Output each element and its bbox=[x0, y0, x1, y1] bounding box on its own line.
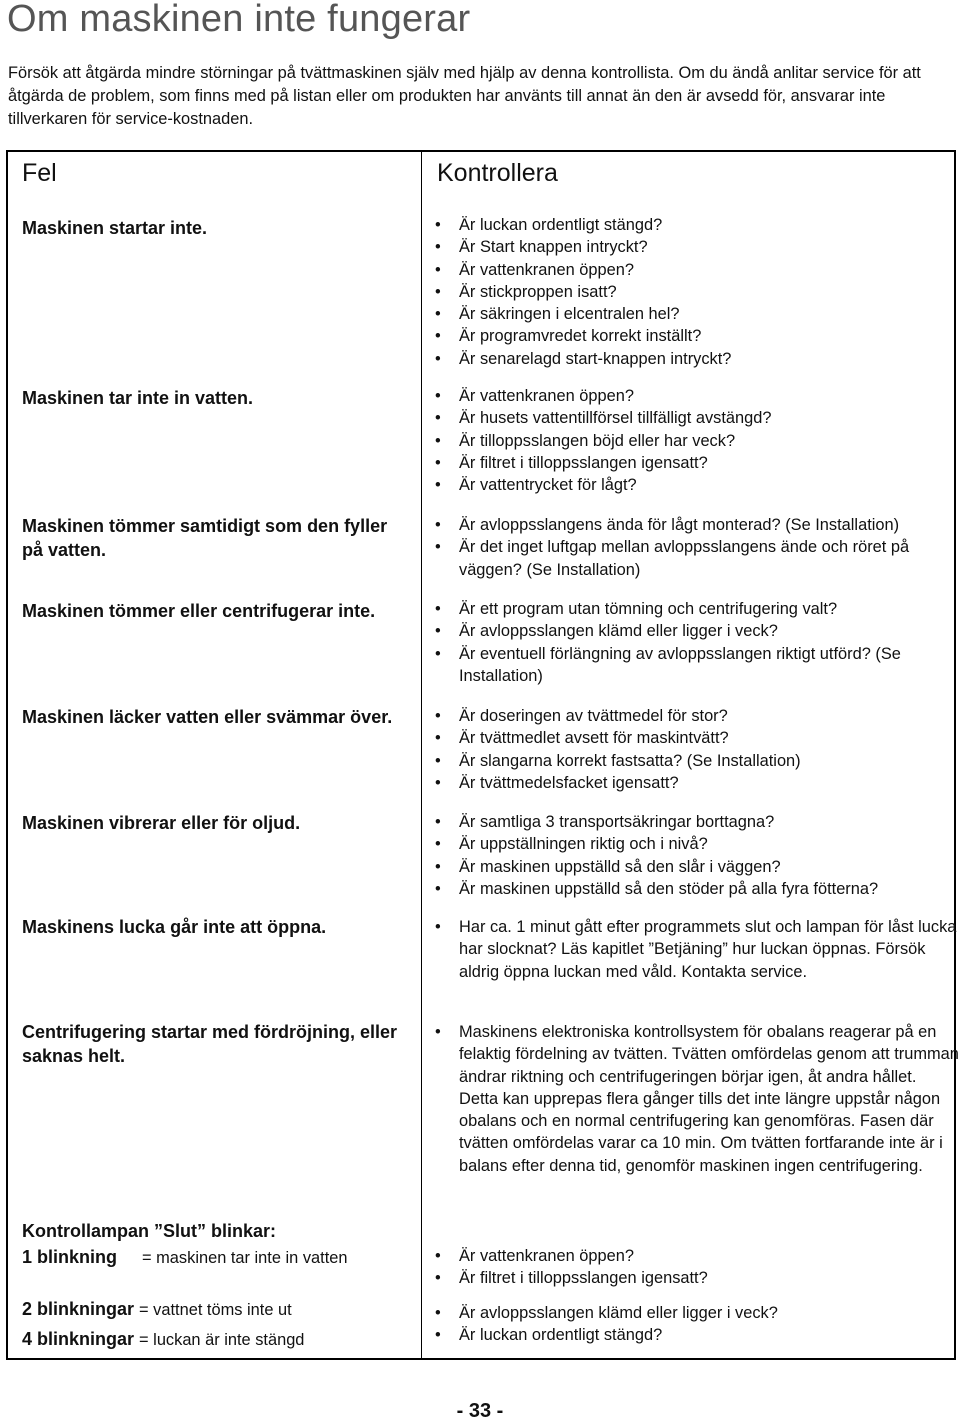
blink-row bbox=[22, 1327, 304, 1352]
blink-count: 2 blinkningar bbox=[22, 1299, 135, 1319]
check-item: • Är ett program utan tömning och centrifugering valt? bbox=[429, 598, 959, 620]
check-item: • Är husets vattentillförsel tillfälligt avstängd? bbox=[429, 407, 959, 429]
check-list bbox=[429, 811, 959, 900]
check-list bbox=[429, 598, 959, 687]
blink-meaning: = maskinen tar inte in vatten bbox=[142, 1249, 348, 1267]
check-item: • Är vattentrycket för lågt? bbox=[429, 474, 959, 496]
fault-label: Maskinen tömmer samtidigt som den fyller på vatten. bbox=[22, 516, 388, 560]
page-number: - 33 - bbox=[456, 1400, 504, 1422]
fault-label: Maskinen tömmer eller centrifugerar inte. bbox=[22, 601, 376, 621]
check-item: • Är programvredet korrekt inställt? bbox=[429, 325, 959, 347]
check-item: • Är avloppsslangen klämd eller ligger i veck? bbox=[429, 1302, 959, 1324]
check-item: • Är slangarna korrekt fastsatta? (Se Installation) bbox=[429, 750, 959, 772]
check-item: • Är tvättmedelsfacket igensatt? bbox=[429, 772, 959, 794]
check-item: • Är doseringen av tvättmedel för stor? bbox=[429, 705, 959, 727]
check-item: • Maskinens elektroniska kontrollsystem för obalans reagerar på en felaktig fördelning av tvätten. Tvätten omfördelas genom att trumman ändrar riktning och centrifugeringen börjar igen, åt andra hållet. Detta kan upprepas flera gånger tills det inte längre uppstår någon obalans och en normal centrifugering kan genomföras. Fasen där tvätten omfördelas varar ca 10 min. Om tvätten fortfarande inte är i balans efter denna tid, genomför maskinen ingen centrifugering. bbox=[429, 1021, 959, 1177]
fault-label: Maskinen tar inte in vatten. bbox=[22, 388, 254, 408]
check-item: • Är avloppsslangen klämd eller ligger i veck? bbox=[429, 620, 959, 642]
fault-label: Maskinen startar inte. bbox=[22, 218, 208, 238]
fault-label: Maskinens lucka går inte att öppna. bbox=[22, 917, 327, 937]
fault-label: Maskinen vibrerar eller för oljud. bbox=[22, 813, 301, 833]
check-item: • Är Start knappen intryckt? bbox=[429, 236, 959, 258]
check-list bbox=[429, 1245, 959, 1290]
page-title: Om maskinen inte fungerar bbox=[7, 0, 471, 40]
blink-heading-text: Kontrollampan ”Slut” blinkar: bbox=[22, 1221, 277, 1241]
check-list bbox=[429, 514, 959, 581]
check-item: • Är tvättmedlet avsett för maskintvätt? bbox=[429, 727, 959, 749]
check-item: • Är maskinen uppställd så den slår i väggen? bbox=[429, 856, 959, 878]
blink-count: 4 blinkningar bbox=[22, 1329, 135, 1349]
check-list bbox=[429, 1302, 959, 1347]
check-item: • Är uppställningen riktig och i nivå? bbox=[429, 833, 959, 855]
check-item: • Är avloppsslangens ända för lågt monterad? (Se Installation) bbox=[429, 514, 959, 536]
check-item: • Är vattenkranen öppen? bbox=[429, 385, 959, 407]
check-list bbox=[429, 916, 959, 983]
check-list bbox=[429, 214, 959, 370]
check-item: • Har ca. 1 minut gått efter programmets slut och lampan för låst lucka har slocknat? Läs kapitlet ”Betjäning” hur luckan öppnas. Försök aldrig öppna luckan med våld. Kontakta service. bbox=[429, 916, 959, 983]
check-list bbox=[429, 705, 959, 794]
blink-meaning: = vattnet töms inte ut bbox=[139, 1301, 292, 1319]
check-item: • Är samtliga 3 transportsäkringar borttagna? bbox=[429, 811, 959, 833]
check-item: • Är maskinen uppställd så den stöder på alla fyra fötterna? bbox=[429, 878, 959, 900]
check-item: • Är vattenkranen öppen? bbox=[429, 1245, 959, 1267]
check-list bbox=[429, 1021, 959, 1177]
blink-heading bbox=[22, 1219, 276, 1243]
check-column-header: Kontrollera bbox=[437, 159, 558, 187]
check-item: • Är luckan ordentligt stängd? bbox=[429, 1324, 959, 1346]
check-item: • Är stickproppen isatt? bbox=[429, 281, 959, 303]
intro-text: Försök att åtgärda mindre störningar på tvättmaskinen själv med hjälp av denna kontrollista. Om du ändå anlitar service för att åtgärda de problem, som finns med på listan eller om produkten har använts till annat än den är avsedd för, ansvarar inte tillverkaren för service-kostnaden. bbox=[8, 64, 921, 128]
check-item: • Är senarelagd start-knappen intryckt? bbox=[429, 348, 959, 370]
check-item: • Är eventuell förlängning av avloppsslangen riktigt utförd? (Se Installation) bbox=[429, 643, 959, 688]
column-divider bbox=[421, 152, 422, 1358]
fault-label: Maskinen läcker vatten eller svämmar över. bbox=[22, 707, 393, 727]
check-item: • Är det inget luftgap mellan avloppsslangens ände och röret på väggen? (Se Installation) bbox=[429, 536, 959, 581]
check-item: • Är filtret i tilloppsslangen igensatt? bbox=[429, 452, 959, 474]
check-item: • Är luckan ordentligt stängd? bbox=[429, 214, 959, 236]
blink-meaning: = luckan är inte stängd bbox=[139, 1331, 305, 1349]
blink-count: 1 blinkning bbox=[22, 1247, 118, 1267]
check-item: • Är vattenkranen öppen? bbox=[429, 259, 959, 281]
blink-row bbox=[22, 1245, 347, 1270]
troubleshooting-table bbox=[6, 150, 959, 1360]
blink-row bbox=[22, 1297, 292, 1322]
check-list bbox=[429, 385, 959, 496]
check-item: • Är filtret i tilloppsslangen igensatt? bbox=[429, 1267, 959, 1289]
check-item: • Är tilloppsslangen böjd eller har veck? bbox=[429, 430, 959, 452]
check-item: • Är säkringen i elcentralen hel? bbox=[429, 303, 959, 325]
fault-label: Centrifugering startar med fördröjning, eller saknas helt. bbox=[22, 1022, 398, 1066]
fault-column-header: Fel bbox=[22, 159, 57, 187]
